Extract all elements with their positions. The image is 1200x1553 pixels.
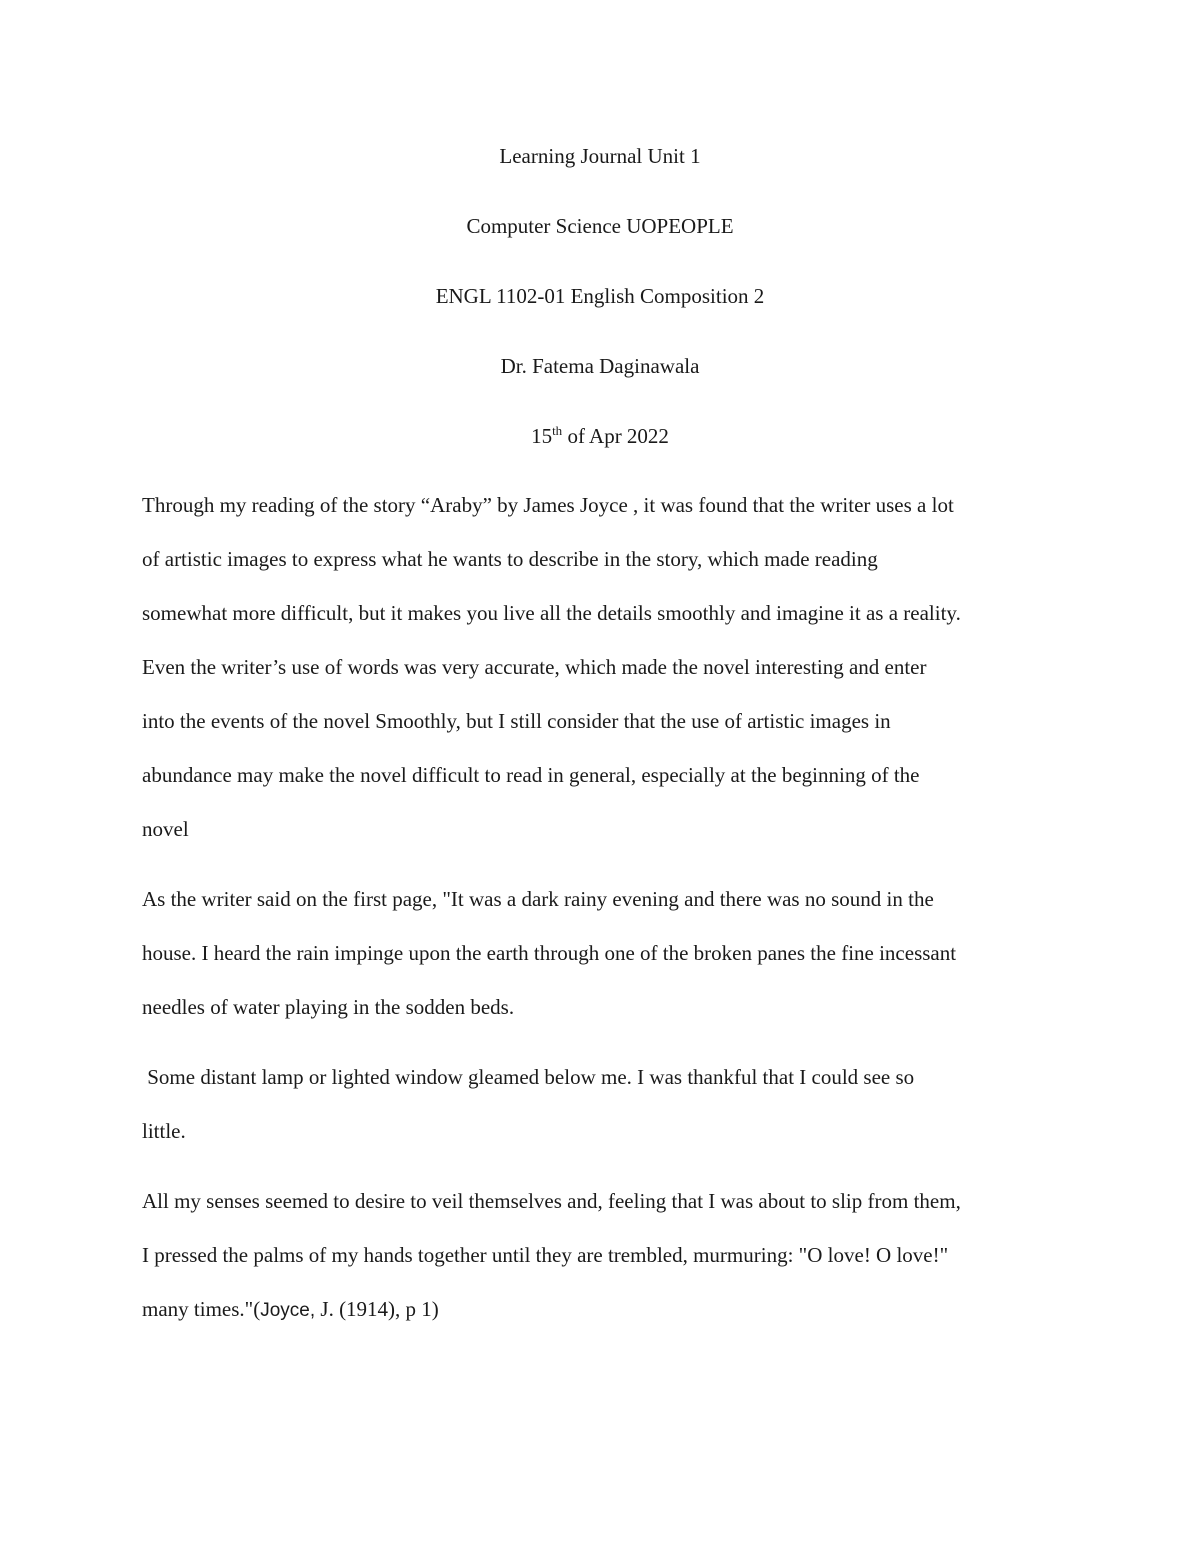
quote-end: many times."(: [142, 1297, 261, 1321]
paragraph-line: needles of water playing in the sodden beds.: [142, 995, 515, 1019]
paragraph-2: [142, 872, 1072, 1034]
paragraph-line: I pressed the palms of my hands together until they are trembled, murmuring: "O love! O love!": [142, 1243, 949, 1267]
paragraph-line: house. I heard the rain impinge upon the earth through one of the broken panes the fine incessant: [142, 941, 957, 965]
paragraph-line: As the writer said on the first page, "It was a dark rainy evening and there was no sound in the: [142, 887, 934, 911]
paragraph-4: [142, 1174, 1072, 1338]
paragraph-line: somewhat more difficult, but it makes you live all the details smoothly and imagine it as a reality.: [142, 601, 961, 625]
course-name: ENGL 1102-01 English Composition 2: [435, 284, 765, 308]
paragraph-line: Even the writer’s use of words was very accurate, which made the novel interesting and enter: [142, 655, 927, 679]
date-day: 15: [531, 424, 553, 448]
paragraph-line-citation: [142, 1282, 1072, 1338]
paragraph-line: Through my reading of the story “Araby” by James Joyce , it was found that the writer uses a lot: [142, 493, 954, 517]
paragraph-line: into the events of the novel Smoothly, but I still consider that the use of artistic images in: [142, 709, 891, 733]
paragraph-line: novel: [142, 817, 189, 841]
paragraph-line: All my senses seemed to desire to veil themselves and, feeling that I was about to slip from them,: [142, 1189, 961, 1213]
paragraph-line: little.: [142, 1119, 186, 1143]
instructor-name: Dr. Fatema Daginawala: [500, 354, 700, 378]
paragraph-1: [142, 478, 1072, 856]
paragraph-line: Some distant lamp or lighted window gleamed below me. I was thankful that I could see so: [142, 1065, 915, 1089]
paragraph-3: [142, 1050, 1072, 1158]
citation-author: Joyce,: [260, 1300, 316, 1321]
date-rest: of Apr 2022: [562, 424, 669, 448]
paragraph-line: of artistic images to express what he wants to describe in the story, which made reading: [142, 547, 878, 571]
document-title: Learning Journal Unit 1: [499, 144, 701, 168]
citation-details: J. (1914), p 1): [315, 1297, 439, 1321]
program-name: Computer Science UOPEOPLE: [466, 214, 734, 238]
title-block: [0, 140, 1200, 490]
paragraph-line: abundance may make the novel difficult to read in general, especially at the beginning of the: [142, 763, 920, 787]
date-suffix: th: [552, 423, 563, 438]
